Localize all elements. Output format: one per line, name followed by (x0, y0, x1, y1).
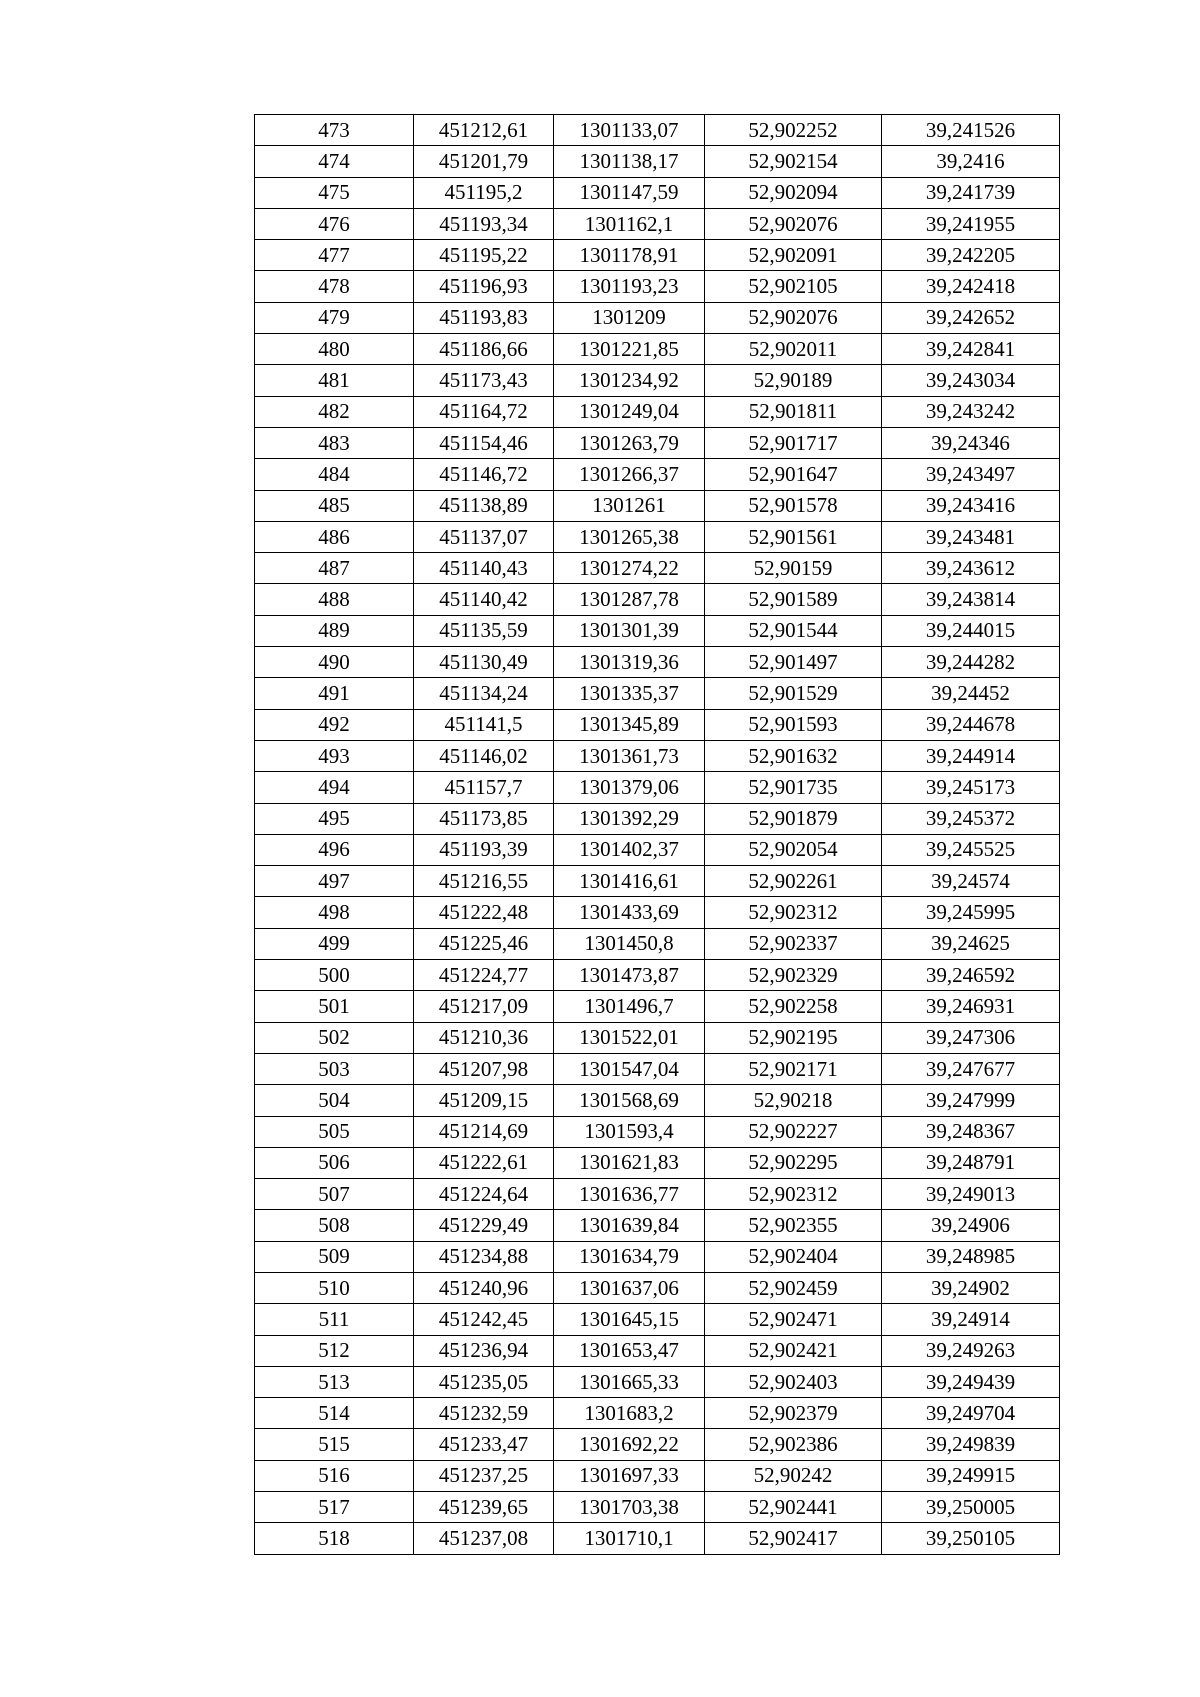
point-number-cell: 473 (255, 115, 414, 146)
latitude-cell: 52,90159 (705, 553, 882, 584)
table-row (255, 1241, 1060, 1272)
table-row (255, 678, 1060, 709)
latitude-cell: 52,902261 (705, 866, 882, 897)
longitude-cell: 39,248985 (882, 1241, 1060, 1272)
latitude-cell: 52,902252 (705, 115, 882, 146)
y-coordinate-cell: 1301178,91 (554, 240, 705, 271)
longitude-cell: 39,243612 (882, 553, 1060, 584)
latitude-cell: 52,901593 (705, 709, 882, 740)
latitude-cell: 52,901717 (705, 427, 882, 458)
y-coordinate-cell: 1301261 (554, 490, 705, 521)
latitude-cell: 52,902312 (705, 897, 882, 928)
point-number-cell: 506 (255, 1147, 414, 1178)
point-number-cell: 496 (255, 834, 414, 865)
coordinates-table-body (255, 115, 1060, 1555)
latitude-cell: 52,901561 (705, 521, 882, 552)
y-coordinate-cell: 1301221,85 (554, 334, 705, 365)
table-row (255, 177, 1060, 208)
longitude-cell: 39,246931 (882, 991, 1060, 1022)
point-number-cell: 488 (255, 584, 414, 615)
longitude-cell: 39,242205 (882, 240, 1060, 271)
point-number-cell: 482 (255, 396, 414, 427)
table-row (255, 897, 1060, 928)
longitude-cell: 39,247999 (882, 1085, 1060, 1116)
y-coordinate-cell: 1301319,36 (554, 647, 705, 678)
table-row (255, 1460, 1060, 1491)
x-coordinate-cell: 451146,02 (414, 740, 554, 771)
y-coordinate-cell: 1301697,33 (554, 1460, 705, 1491)
x-coordinate-cell: 451140,42 (414, 584, 554, 615)
x-coordinate-cell: 451154,46 (414, 427, 554, 458)
y-coordinate-cell: 1301162,1 (554, 208, 705, 239)
latitude-cell: 52,902011 (705, 334, 882, 365)
latitude-cell: 52,902459 (705, 1272, 882, 1303)
latitude-cell: 52,902403 (705, 1366, 882, 1397)
x-coordinate-cell: 451137,07 (414, 521, 554, 552)
longitude-cell: 39,24902 (882, 1272, 1060, 1303)
x-coordinate-cell: 451232,59 (414, 1398, 554, 1429)
table-row (255, 772, 1060, 803)
longitude-cell: 39,243416 (882, 490, 1060, 521)
longitude-cell: 39,248367 (882, 1116, 1060, 1147)
latitude-cell: 52,901578 (705, 490, 882, 521)
latitude-cell: 52,902404 (705, 1241, 882, 1272)
longitude-cell: 39,241739 (882, 177, 1060, 208)
table-row (255, 146, 1060, 177)
table-row (255, 615, 1060, 646)
latitude-cell: 52,902154 (705, 146, 882, 177)
table-row (255, 960, 1060, 991)
x-coordinate-cell: 451195,2 (414, 177, 554, 208)
point-number-cell: 517 (255, 1492, 414, 1523)
y-coordinate-cell: 1301392,29 (554, 803, 705, 834)
latitude-cell: 52,902329 (705, 960, 882, 991)
latitude-cell: 52,902379 (705, 1398, 882, 1429)
y-coordinate-cell: 1301147,59 (554, 177, 705, 208)
latitude-cell: 52,902295 (705, 1147, 882, 1178)
x-coordinate-cell: 451217,09 (414, 991, 554, 1022)
point-number-cell: 500 (255, 960, 414, 991)
y-coordinate-cell: 1301653,47 (554, 1335, 705, 1366)
latitude-cell: 52,902355 (705, 1210, 882, 1241)
latitude-cell: 52,902441 (705, 1492, 882, 1523)
table-row (255, 1429, 1060, 1460)
longitude-cell: 39,247306 (882, 1022, 1060, 1053)
x-coordinate-cell: 451135,59 (414, 615, 554, 646)
latitude-cell: 52,901879 (705, 803, 882, 834)
y-coordinate-cell: 1301522,01 (554, 1022, 705, 1053)
longitude-cell: 39,24346 (882, 427, 1060, 458)
x-coordinate-cell: 451196,93 (414, 271, 554, 302)
y-coordinate-cell: 1301301,39 (554, 615, 705, 646)
latitude-cell: 52,902417 (705, 1523, 882, 1554)
table-row (255, 115, 1060, 146)
x-coordinate-cell: 451173,85 (414, 803, 554, 834)
latitude-cell: 52,902094 (705, 177, 882, 208)
table-row (255, 740, 1060, 771)
longitude-cell: 39,243497 (882, 459, 1060, 490)
latitude-cell: 52,902227 (705, 1116, 882, 1147)
y-coordinate-cell: 1301450,8 (554, 928, 705, 959)
y-coordinate-cell: 1301637,06 (554, 1272, 705, 1303)
point-number-cell: 504 (255, 1085, 414, 1116)
x-coordinate-cell: 451212,61 (414, 115, 554, 146)
y-coordinate-cell: 1301266,37 (554, 459, 705, 490)
longitude-cell: 39,24914 (882, 1304, 1060, 1335)
longitude-cell: 39,250005 (882, 1492, 1060, 1523)
longitude-cell: 39,243814 (882, 584, 1060, 615)
table-row (255, 1022, 1060, 1053)
table-row (255, 240, 1060, 271)
x-coordinate-cell: 451233,47 (414, 1429, 554, 1460)
latitude-cell: 52,901589 (705, 584, 882, 615)
x-coordinate-cell: 451225,46 (414, 928, 554, 959)
point-number-cell: 507 (255, 1179, 414, 1210)
longitude-cell: 39,242841 (882, 334, 1060, 365)
x-coordinate-cell: 451222,61 (414, 1147, 554, 1178)
x-coordinate-cell: 451234,88 (414, 1241, 554, 1272)
latitude-cell: 52,902054 (705, 834, 882, 865)
table-row (255, 803, 1060, 834)
point-number-cell: 491 (255, 678, 414, 709)
table-row (255, 1304, 1060, 1335)
longitude-cell: 39,24906 (882, 1210, 1060, 1241)
table-row (255, 709, 1060, 740)
table-row (255, 1398, 1060, 1429)
x-coordinate-cell: 451141,5 (414, 709, 554, 740)
y-coordinate-cell: 1301433,69 (554, 897, 705, 928)
x-coordinate-cell: 451240,96 (414, 1272, 554, 1303)
y-coordinate-cell: 1301473,87 (554, 960, 705, 991)
y-coordinate-cell: 1301345,89 (554, 709, 705, 740)
longitude-cell: 39,245525 (882, 834, 1060, 865)
table-row (255, 991, 1060, 1022)
table-row (255, 1085, 1060, 1116)
y-coordinate-cell: 1301496,7 (554, 991, 705, 1022)
longitude-cell: 39,243242 (882, 396, 1060, 427)
latitude-cell: 52,902076 (705, 208, 882, 239)
table-row (255, 866, 1060, 897)
longitude-cell: 39,247677 (882, 1053, 1060, 1084)
latitude-cell: 52,90218 (705, 1085, 882, 1116)
y-coordinate-cell: 1301645,15 (554, 1304, 705, 1335)
point-number-cell: 502 (255, 1022, 414, 1053)
x-coordinate-cell: 451134,24 (414, 678, 554, 709)
x-coordinate-cell: 451207,98 (414, 1053, 554, 1084)
longitude-cell: 39,241955 (882, 208, 1060, 239)
latitude-cell: 52,902171 (705, 1053, 882, 1084)
table-row (255, 208, 1060, 239)
x-coordinate-cell: 451201,79 (414, 146, 554, 177)
point-number-cell: 516 (255, 1460, 414, 1491)
longitude-cell: 39,249704 (882, 1398, 1060, 1429)
longitude-cell: 39,250105 (882, 1523, 1060, 1554)
latitude-cell: 52,901811 (705, 396, 882, 427)
table-row (255, 1053, 1060, 1084)
point-number-cell: 486 (255, 521, 414, 552)
point-number-cell: 475 (255, 177, 414, 208)
table-row (255, 1210, 1060, 1241)
table-row (255, 1179, 1060, 1210)
x-coordinate-cell: 451239,65 (414, 1492, 554, 1523)
y-coordinate-cell: 1301249,04 (554, 396, 705, 427)
y-coordinate-cell: 1301234,92 (554, 365, 705, 396)
point-number-cell: 512 (255, 1335, 414, 1366)
longitude-cell: 39,2416 (882, 146, 1060, 177)
y-coordinate-cell: 1301639,84 (554, 1210, 705, 1241)
point-number-cell: 509 (255, 1241, 414, 1272)
y-coordinate-cell: 1301634,79 (554, 1241, 705, 1272)
longitude-cell: 39,24625 (882, 928, 1060, 959)
point-number-cell: 518 (255, 1523, 414, 1554)
y-coordinate-cell: 1301710,1 (554, 1523, 705, 1554)
y-coordinate-cell: 1301361,73 (554, 740, 705, 771)
point-number-cell: 495 (255, 803, 414, 834)
y-coordinate-cell: 1301265,38 (554, 521, 705, 552)
x-coordinate-cell: 451130,49 (414, 647, 554, 678)
longitude-cell: 39,244678 (882, 709, 1060, 740)
latitude-cell: 52,901529 (705, 678, 882, 709)
x-coordinate-cell: 451193,83 (414, 302, 554, 333)
longitude-cell: 39,249915 (882, 1460, 1060, 1491)
x-coordinate-cell: 451242,45 (414, 1304, 554, 1335)
y-coordinate-cell: 1301547,04 (554, 1053, 705, 1084)
longitude-cell: 39,249013 (882, 1179, 1060, 1210)
point-number-cell: 501 (255, 991, 414, 1022)
table-row (255, 1116, 1060, 1147)
table-row (255, 1272, 1060, 1303)
longitude-cell: 39,248791 (882, 1147, 1060, 1178)
y-coordinate-cell: 1301621,83 (554, 1147, 705, 1178)
y-coordinate-cell: 1301703,38 (554, 1492, 705, 1523)
y-coordinate-cell: 1301593,4 (554, 1116, 705, 1147)
point-number-cell: 514 (255, 1398, 414, 1429)
table-row (255, 521, 1060, 552)
point-number-cell: 505 (255, 1116, 414, 1147)
latitude-cell: 52,902312 (705, 1179, 882, 1210)
x-coordinate-cell: 451186,66 (414, 334, 554, 365)
longitude-cell: 39,24574 (882, 866, 1060, 897)
longitude-cell: 39,244914 (882, 740, 1060, 771)
point-number-cell: 477 (255, 240, 414, 271)
x-coordinate-cell: 451224,77 (414, 960, 554, 991)
x-coordinate-cell: 451146,72 (414, 459, 554, 490)
point-number-cell: 508 (255, 1210, 414, 1241)
longitude-cell: 39,242418 (882, 271, 1060, 302)
y-coordinate-cell: 1301138,17 (554, 146, 705, 177)
point-number-cell: 510 (255, 1272, 414, 1303)
table-row (255, 834, 1060, 865)
longitude-cell: 39,243034 (882, 365, 1060, 396)
point-number-cell: 478 (255, 271, 414, 302)
y-coordinate-cell: 1301692,22 (554, 1429, 705, 1460)
table-row (255, 647, 1060, 678)
point-number-cell: 494 (255, 772, 414, 803)
longitude-cell: 39,244282 (882, 647, 1060, 678)
latitude-cell: 52,90189 (705, 365, 882, 396)
latitude-cell: 52,901735 (705, 772, 882, 803)
latitude-cell: 52,901497 (705, 647, 882, 678)
point-number-cell: 497 (255, 866, 414, 897)
y-coordinate-cell: 1301416,61 (554, 866, 705, 897)
latitude-cell: 52,902258 (705, 991, 882, 1022)
longitude-cell: 39,242652 (882, 302, 1060, 333)
y-coordinate-cell: 1301636,77 (554, 1179, 705, 1210)
point-number-cell: 481 (255, 365, 414, 396)
y-coordinate-cell: 1301133,07 (554, 115, 705, 146)
latitude-cell: 52,902421 (705, 1335, 882, 1366)
longitude-cell: 39,24452 (882, 678, 1060, 709)
x-coordinate-cell: 451193,34 (414, 208, 554, 239)
x-coordinate-cell: 451173,43 (414, 365, 554, 396)
x-coordinate-cell: 451193,39 (414, 834, 554, 865)
latitude-cell: 52,902386 (705, 1429, 882, 1460)
longitude-cell: 39,243481 (882, 521, 1060, 552)
point-number-cell: 479 (255, 302, 414, 333)
x-coordinate-cell: 451237,25 (414, 1460, 554, 1491)
table-row (255, 490, 1060, 521)
table-row (255, 584, 1060, 615)
table-row (255, 271, 1060, 302)
y-coordinate-cell: 1301379,06 (554, 772, 705, 803)
point-number-cell: 485 (255, 490, 414, 521)
x-coordinate-cell: 451229,49 (414, 1210, 554, 1241)
longitude-cell: 39,249439 (882, 1366, 1060, 1397)
x-coordinate-cell: 451216,55 (414, 866, 554, 897)
x-coordinate-cell: 451235,05 (414, 1366, 554, 1397)
table-row (255, 1523, 1060, 1554)
point-number-cell: 503 (255, 1053, 414, 1084)
y-coordinate-cell: 1301568,69 (554, 1085, 705, 1116)
latitude-cell: 52,901632 (705, 740, 882, 771)
y-coordinate-cell: 1301193,23 (554, 271, 705, 302)
longitude-cell: 39,244015 (882, 615, 1060, 646)
x-coordinate-cell: 451157,7 (414, 772, 554, 803)
x-coordinate-cell: 451164,72 (414, 396, 554, 427)
point-number-cell: 515 (255, 1429, 414, 1460)
longitude-cell: 39,245173 (882, 772, 1060, 803)
y-coordinate-cell: 1301274,22 (554, 553, 705, 584)
table-row (255, 396, 1060, 427)
table-row (255, 1366, 1060, 1397)
y-coordinate-cell: 1301263,79 (554, 427, 705, 458)
point-number-cell: 476 (255, 208, 414, 239)
point-number-cell: 511 (255, 1304, 414, 1335)
x-coordinate-cell: 451214,69 (414, 1116, 554, 1147)
point-number-cell: 489 (255, 615, 414, 646)
point-number-cell: 492 (255, 709, 414, 740)
latitude-cell: 52,902337 (705, 928, 882, 959)
table-row (255, 1492, 1060, 1523)
point-number-cell: 484 (255, 459, 414, 490)
point-number-cell: 493 (255, 740, 414, 771)
table-row (255, 553, 1060, 584)
latitude-cell: 52,902471 (705, 1304, 882, 1335)
longitude-cell: 39,249839 (882, 1429, 1060, 1460)
latitude-cell: 52,902091 (705, 240, 882, 271)
point-number-cell: 513 (255, 1366, 414, 1397)
y-coordinate-cell: 1301683,2 (554, 1398, 705, 1429)
latitude-cell: 52,901544 (705, 615, 882, 646)
y-coordinate-cell: 1301402,37 (554, 834, 705, 865)
y-coordinate-cell: 1301335,37 (554, 678, 705, 709)
latitude-cell: 52,90242 (705, 1460, 882, 1491)
longitude-cell: 39,249263 (882, 1335, 1060, 1366)
y-coordinate-cell: 1301665,33 (554, 1366, 705, 1397)
table-row (255, 1335, 1060, 1366)
x-coordinate-cell: 451210,36 (414, 1022, 554, 1053)
longitude-cell: 39,245372 (882, 803, 1060, 834)
longitude-cell: 39,241526 (882, 115, 1060, 146)
table-row (255, 365, 1060, 396)
latitude-cell: 52,902195 (705, 1022, 882, 1053)
point-number-cell: 474 (255, 146, 414, 177)
point-number-cell: 480 (255, 334, 414, 365)
point-number-cell: 490 (255, 647, 414, 678)
table-row (255, 427, 1060, 458)
table-row (255, 928, 1060, 959)
x-coordinate-cell: 451195,22 (414, 240, 554, 271)
point-number-cell: 498 (255, 897, 414, 928)
latitude-cell: 52,901647 (705, 459, 882, 490)
table-row (255, 334, 1060, 365)
y-coordinate-cell: 1301287,78 (554, 584, 705, 615)
point-number-cell: 499 (255, 928, 414, 959)
x-coordinate-cell: 451222,48 (414, 897, 554, 928)
x-coordinate-cell: 451224,64 (414, 1179, 554, 1210)
point-number-cell: 483 (255, 427, 414, 458)
point-number-cell: 487 (255, 553, 414, 584)
table-row (255, 1147, 1060, 1178)
table-row (255, 459, 1060, 490)
longitude-cell: 39,245995 (882, 897, 1060, 928)
x-coordinate-cell: 451209,15 (414, 1085, 554, 1116)
x-coordinate-cell: 451140,43 (414, 553, 554, 584)
x-coordinate-cell: 451237,08 (414, 1523, 554, 1554)
y-coordinate-cell: 1301209 (554, 302, 705, 333)
table-row (255, 302, 1060, 333)
latitude-cell: 52,902105 (705, 271, 882, 302)
coordinates-table (254, 114, 1060, 1555)
x-coordinate-cell: 451138,89 (414, 490, 554, 521)
longitude-cell: 39,246592 (882, 960, 1060, 991)
x-coordinate-cell: 451236,94 (414, 1335, 554, 1366)
latitude-cell: 52,902076 (705, 302, 882, 333)
